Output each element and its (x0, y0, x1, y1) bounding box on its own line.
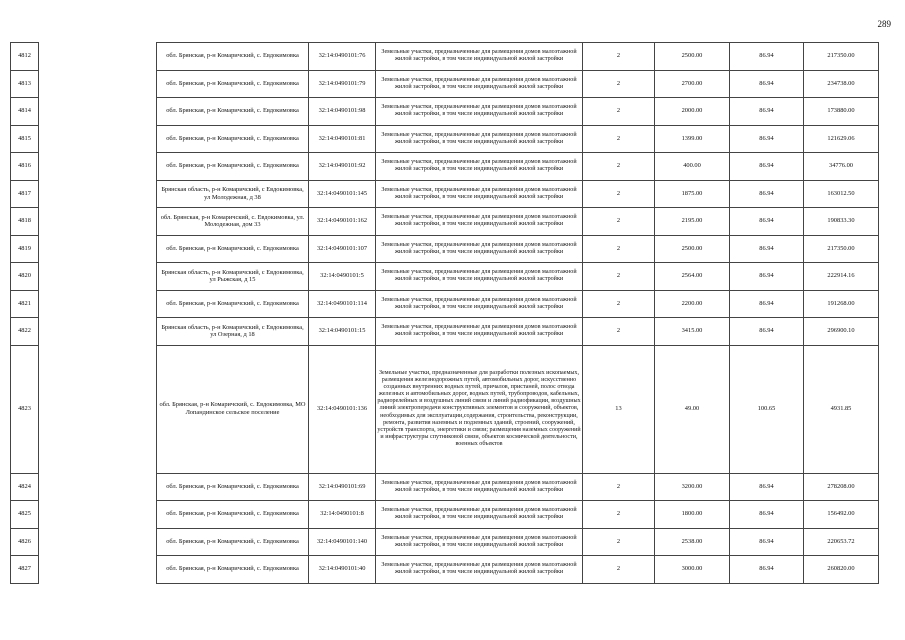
specific-value-cell: 86.94 (730, 473, 804, 501)
specific-value-cell: 86.94 (730, 125, 804, 153)
cadastral-number-cell: 32:14:0490101:79 (309, 70, 376, 98)
category-code-cell: 2 (583, 153, 655, 181)
land-use-purpose-cell: Земельные участки, предназначенные для размещения домов малоэтажной жилой застройки, в том числе индивидуальной жилой застройки (376, 528, 583, 556)
cadastral-value-cell: 217350.00 (804, 43, 879, 71)
category-code-cell: 2 (583, 208, 655, 236)
row-number-cell: 4823 (11, 345, 39, 473)
row-number-cell: 4819 (11, 235, 39, 263)
cadastral-number-cell: 32:14:0490101:69 (309, 473, 376, 501)
category-code-cell: 2 (583, 501, 655, 529)
spacer-cell (39, 501, 157, 529)
land-use-purpose-cell: Земельные участки, предназначенные для размещения домов малоэтажной жилой застройки, в том числе индивидуальной жилой застройки (376, 235, 583, 263)
row-number-cell: 4820 (11, 263, 39, 291)
address-cell: обл. Брянская, р-н Комаричский, с. Евдокимовка (157, 290, 309, 318)
address-cell: обл. Брянская, р-н Комаричский, с. Евдокимовка (157, 98, 309, 126)
cadastral-value-cell: 34776.00 (804, 153, 879, 181)
category-code-cell: 13 (583, 345, 655, 473)
table-row (11, 180, 879, 208)
table-row (11, 501, 879, 529)
specific-value-cell: 86.94 (730, 180, 804, 208)
spacer-cell (39, 263, 157, 291)
cadastral-value-cell: 222914.16 (804, 263, 879, 291)
table-row (11, 528, 879, 556)
category-code-cell: 2 (583, 125, 655, 153)
spacer-cell (39, 473, 157, 501)
table-row (11, 263, 879, 291)
cadastral-number-cell: 32:14:0490101:107 (309, 235, 376, 263)
area-cell: 2538.00 (655, 528, 730, 556)
land-use-purpose-cell: Земельные участки, предназначенные для размещения домов малоэтажной жилой застройки, в том числе индивидуальной жилой застройки (376, 263, 583, 291)
category-code-cell: 2 (583, 528, 655, 556)
row-number-cell: 4827 (11, 556, 39, 584)
land-use-purpose-cell: Земельные участки, предназначенные для размещения домов малоэтажной жилой застройки, в том числе индивидуальной жилой застройки (376, 208, 583, 236)
address-cell: обл. Брянская, р-н Комаричский, с. Евдокимовка (157, 473, 309, 501)
page-number: 289 (877, 19, 891, 29)
cadastral-value-cell: 191268.00 (804, 290, 879, 318)
specific-value-cell: 86.94 (730, 43, 804, 71)
address-cell: обл. Брянская, р-н Комаричский, с. Евдокимовка (157, 235, 309, 263)
area-cell: 3000.00 (655, 556, 730, 584)
area-cell: 1399.00 (655, 125, 730, 153)
cadastral-value-cell: 278208.00 (804, 473, 879, 501)
area-cell: 1875.00 (655, 180, 730, 208)
table-row (11, 125, 879, 153)
category-code-cell: 2 (583, 318, 655, 346)
category-code-cell: 2 (583, 180, 655, 208)
address-cell: обл. Брянская, р-н Комаричский, с. Евдокимовка, МО Лопандинское сельское поселение (157, 345, 309, 473)
area-cell: 400.00 (655, 153, 730, 181)
land-use-purpose-cell: Земельные участки, предназначенные для размещения домов малоэтажной жилой застройки, в том числе индивидуальной жилой застройки (376, 153, 583, 181)
land-use-purpose-cell: Земельные участки, предназначенные для разработки полезных ископаемых, размещения железнодорожных путей, автомобильных дорог, искусственно созданных внутренних водных путей, причалов, пристаней, полос отвода железных и автомобильных дорог, водных путей, трубопроводов, кабельных, радиорелейных и воздушных линий связи и линий радиофикации, воздушных линий электропередачи конструктивных элементов и сооружений, объектов, необходимых для эксплуатации,содержания, строительства, реконструкции, ремонта, развития наземных и подземных зданий, строений, сооружений, устройств транспорта, энергетики и связи; размещения наземных сооружений и инфраструктуры спутниковой связи, объектов космической деятельности, военных объектов (376, 345, 583, 473)
cadastral-number-cell: 32:14:0490101:145 (309, 180, 376, 208)
spacer-cell (39, 318, 157, 346)
cadastral-value-table (10, 42, 879, 584)
land-use-purpose-cell: Земельные участки, предназначенные для размещения домов малоэтажной жилой застройки, в том числе индивидуальной жилой застройки (376, 180, 583, 208)
specific-value-cell: 86.94 (730, 528, 804, 556)
area-cell: 2700.00 (655, 70, 730, 98)
row-number-cell: 4812 (11, 43, 39, 71)
table-row (11, 473, 879, 501)
cadastral-value-cell: 260820.00 (804, 556, 879, 584)
specific-value-cell: 86.94 (730, 153, 804, 181)
spacer-cell (39, 556, 157, 584)
address-cell: обл. Брянская, р-н Комаричский, с. Евдокимовка (157, 70, 309, 98)
cadastral-value-cell: 296900.10 (804, 318, 879, 346)
table-row (11, 556, 879, 584)
cadastral-number-cell: 32:14:0490101:98 (309, 98, 376, 126)
specific-value-cell: 86.94 (730, 501, 804, 529)
cadastral-number-cell: 32:14:0490101:81 (309, 125, 376, 153)
row-number-cell: 4818 (11, 208, 39, 236)
address-cell: Брянская область, р-н Комаричский, с Евдокимовка, ул Молодежная, д 38 (157, 180, 309, 208)
area-cell: 1800.00 (655, 501, 730, 529)
area-cell: 2200.00 (655, 290, 730, 318)
spacer-cell (39, 208, 157, 236)
specific-value-cell: 86.94 (730, 290, 804, 318)
spacer-cell (39, 70, 157, 98)
land-use-purpose-cell: Земельные участки, предназначенные для размещения домов малоэтажной жилой застройки, в том числе индивидуальной жилой застройки (376, 501, 583, 529)
cadastral-number-cell: 32:14:0490101:162 (309, 208, 376, 236)
address-cell: обл. Брянская, р-н Комаричский, с. Евдокимовка (157, 43, 309, 71)
address-cell: обл. Брянская, р-н Комаричский, с. Евдокимовка (157, 501, 309, 529)
area-cell: 2500.00 (655, 43, 730, 71)
land-use-purpose-cell: Земельные участки, предназначенные для размещения домов малоэтажной жилой застройки, в том числе индивидуальной жилой застройки (376, 125, 583, 153)
cadastral-number-cell: 32:14:0490101:40 (309, 556, 376, 584)
cadastral-number-cell: 32:14:0490101:140 (309, 528, 376, 556)
cadastral-value-cell: 4931.85 (804, 345, 879, 473)
spacer-cell (39, 345, 157, 473)
table-row (11, 235, 879, 263)
address-cell: обл. Брянская, р-н Комаричский, с. Евдокимовка (157, 125, 309, 153)
area-cell: 2195.00 (655, 208, 730, 236)
area-cell: 2000.00 (655, 98, 730, 126)
category-code-cell: 2 (583, 290, 655, 318)
area-cell: 3415.00 (655, 318, 730, 346)
spacer-cell (39, 180, 157, 208)
land-use-purpose-cell: Земельные участки, предназначенные для размещения домов малоэтажной жилой застройки, в том числе индивидуальной жилой застройки (376, 318, 583, 346)
address-cell: обл. Брянская, р-н Комаричский, с. Евдокимовка (157, 528, 309, 556)
table-row (11, 208, 879, 236)
cadastral-number-cell: 32:14:0490101:136 (309, 345, 376, 473)
cadastral-value-cell: 121629.06 (804, 125, 879, 153)
spacer-cell (39, 125, 157, 153)
table-row (11, 43, 879, 71)
cadastral-value-cell: 234738.00 (804, 70, 879, 98)
row-number-cell: 4815 (11, 125, 39, 153)
area-cell: 3200.00 (655, 473, 730, 501)
land-use-purpose-cell: Земельные участки, предназначенные для размещения домов малоэтажной жилой застройки, в том числе индивидуальной жилой застройки (376, 473, 583, 501)
table-row (11, 290, 879, 318)
category-code-cell: 2 (583, 263, 655, 291)
table-row (11, 345, 879, 473)
table-row (11, 318, 879, 346)
area-cell: 49.00 (655, 345, 730, 473)
row-number-cell: 4821 (11, 290, 39, 318)
specific-value-cell: 86.94 (730, 263, 804, 291)
row-number-cell: 4813 (11, 70, 39, 98)
specific-value-cell: 86.94 (730, 208, 804, 236)
table-row (11, 98, 879, 126)
cadastral-number-cell: 32:14:0490101:5 (309, 263, 376, 291)
row-number-cell: 4816 (11, 153, 39, 181)
specific-value-cell: 86.94 (730, 70, 804, 98)
category-code-cell: 2 (583, 235, 655, 263)
row-number-cell: 4825 (11, 501, 39, 529)
spacer-cell (39, 98, 157, 126)
cadastral-value-cell: 173880.00 (804, 98, 879, 126)
cadastral-value-cell: 163012.50 (804, 180, 879, 208)
cadastral-number-cell: 32:14:0490101:114 (309, 290, 376, 318)
land-use-purpose-cell: Земельные участки, предназначенные для размещения домов малоэтажной жилой застройки, в том числе индивидуальной жилой застройки (376, 556, 583, 584)
cadastral-number-cell: 32:14:0490101:76 (309, 43, 376, 71)
area-cell: 2564.00 (655, 263, 730, 291)
cadastral-number-cell: 32:14:0490101:8 (309, 501, 376, 529)
address-cell: обл. Брянская, р-н Комаричский, с. Евдокимовка, ул. Молодежная, дом 33 (157, 208, 309, 236)
land-use-purpose-cell: Земельные участки, предназначенные для размещения домов малоэтажной жилой застройки, в том числе индивидуальной жилой застройки (376, 98, 583, 126)
table-row (11, 153, 879, 181)
land-use-purpose-cell: Земельные участки, предназначенные для размещения домов малоэтажной жилой застройки, в том числе индивидуальной жилой застройки (376, 70, 583, 98)
specific-value-cell: 86.94 (730, 235, 804, 263)
cadastral-value-cell: 220653.72 (804, 528, 879, 556)
address-cell: обл. Брянская, р-н Комаричский, с. Евдокимовка (157, 556, 309, 584)
category-code-cell: 2 (583, 43, 655, 71)
land-use-purpose-cell: Земельные участки, предназначенные для размещения домов малоэтажной жилой застройки, в том числе индивидуальной жилой застройки (376, 290, 583, 318)
land-use-purpose-cell: Земельные участки, предназначенные для размещения домов малоэтажной жилой застройки, в том числе индивидуальной жилой застройки (376, 43, 583, 71)
row-number-cell: 4814 (11, 98, 39, 126)
cadastral-number-cell: 32:14:0490101:92 (309, 153, 376, 181)
row-number-cell: 4822 (11, 318, 39, 346)
specific-value-cell: 86.94 (730, 98, 804, 126)
specific-value-cell: 100.65 (730, 345, 804, 473)
spacer-cell (39, 235, 157, 263)
spacer-cell (39, 290, 157, 318)
table-row (11, 70, 879, 98)
address-cell: Брянская область, р-н Комаричский, с Евдокимовка, ул Озерная, д 18 (157, 318, 309, 346)
spacer-cell (39, 43, 157, 71)
specific-value-cell: 86.94 (730, 556, 804, 584)
category-code-cell: 2 (583, 556, 655, 584)
spacer-cell (39, 153, 157, 181)
category-code-cell: 2 (583, 70, 655, 98)
specific-value-cell: 86.94 (730, 318, 804, 346)
cadastral-value-cell: 190833.30 (804, 208, 879, 236)
row-number-cell: 4817 (11, 180, 39, 208)
category-code-cell: 2 (583, 98, 655, 126)
cadastral-value-cell: 217350.00 (804, 235, 879, 263)
row-number-cell: 4824 (11, 473, 39, 501)
spacer-cell (39, 528, 157, 556)
cadastral-number-cell: 32:14:0490101:15 (309, 318, 376, 346)
area-cell: 2500.00 (655, 235, 730, 263)
address-cell: обл. Брянская, р-н Комаричский, с. Евдокимовка (157, 153, 309, 181)
category-code-cell: 2 (583, 473, 655, 501)
cadastral-value-cell: 156492.00 (804, 501, 879, 529)
row-number-cell: 4826 (11, 528, 39, 556)
address-cell: Брянская область, р-н Комаричский, с Евдокимовка, ул Рыжская, д 15 (157, 263, 309, 291)
